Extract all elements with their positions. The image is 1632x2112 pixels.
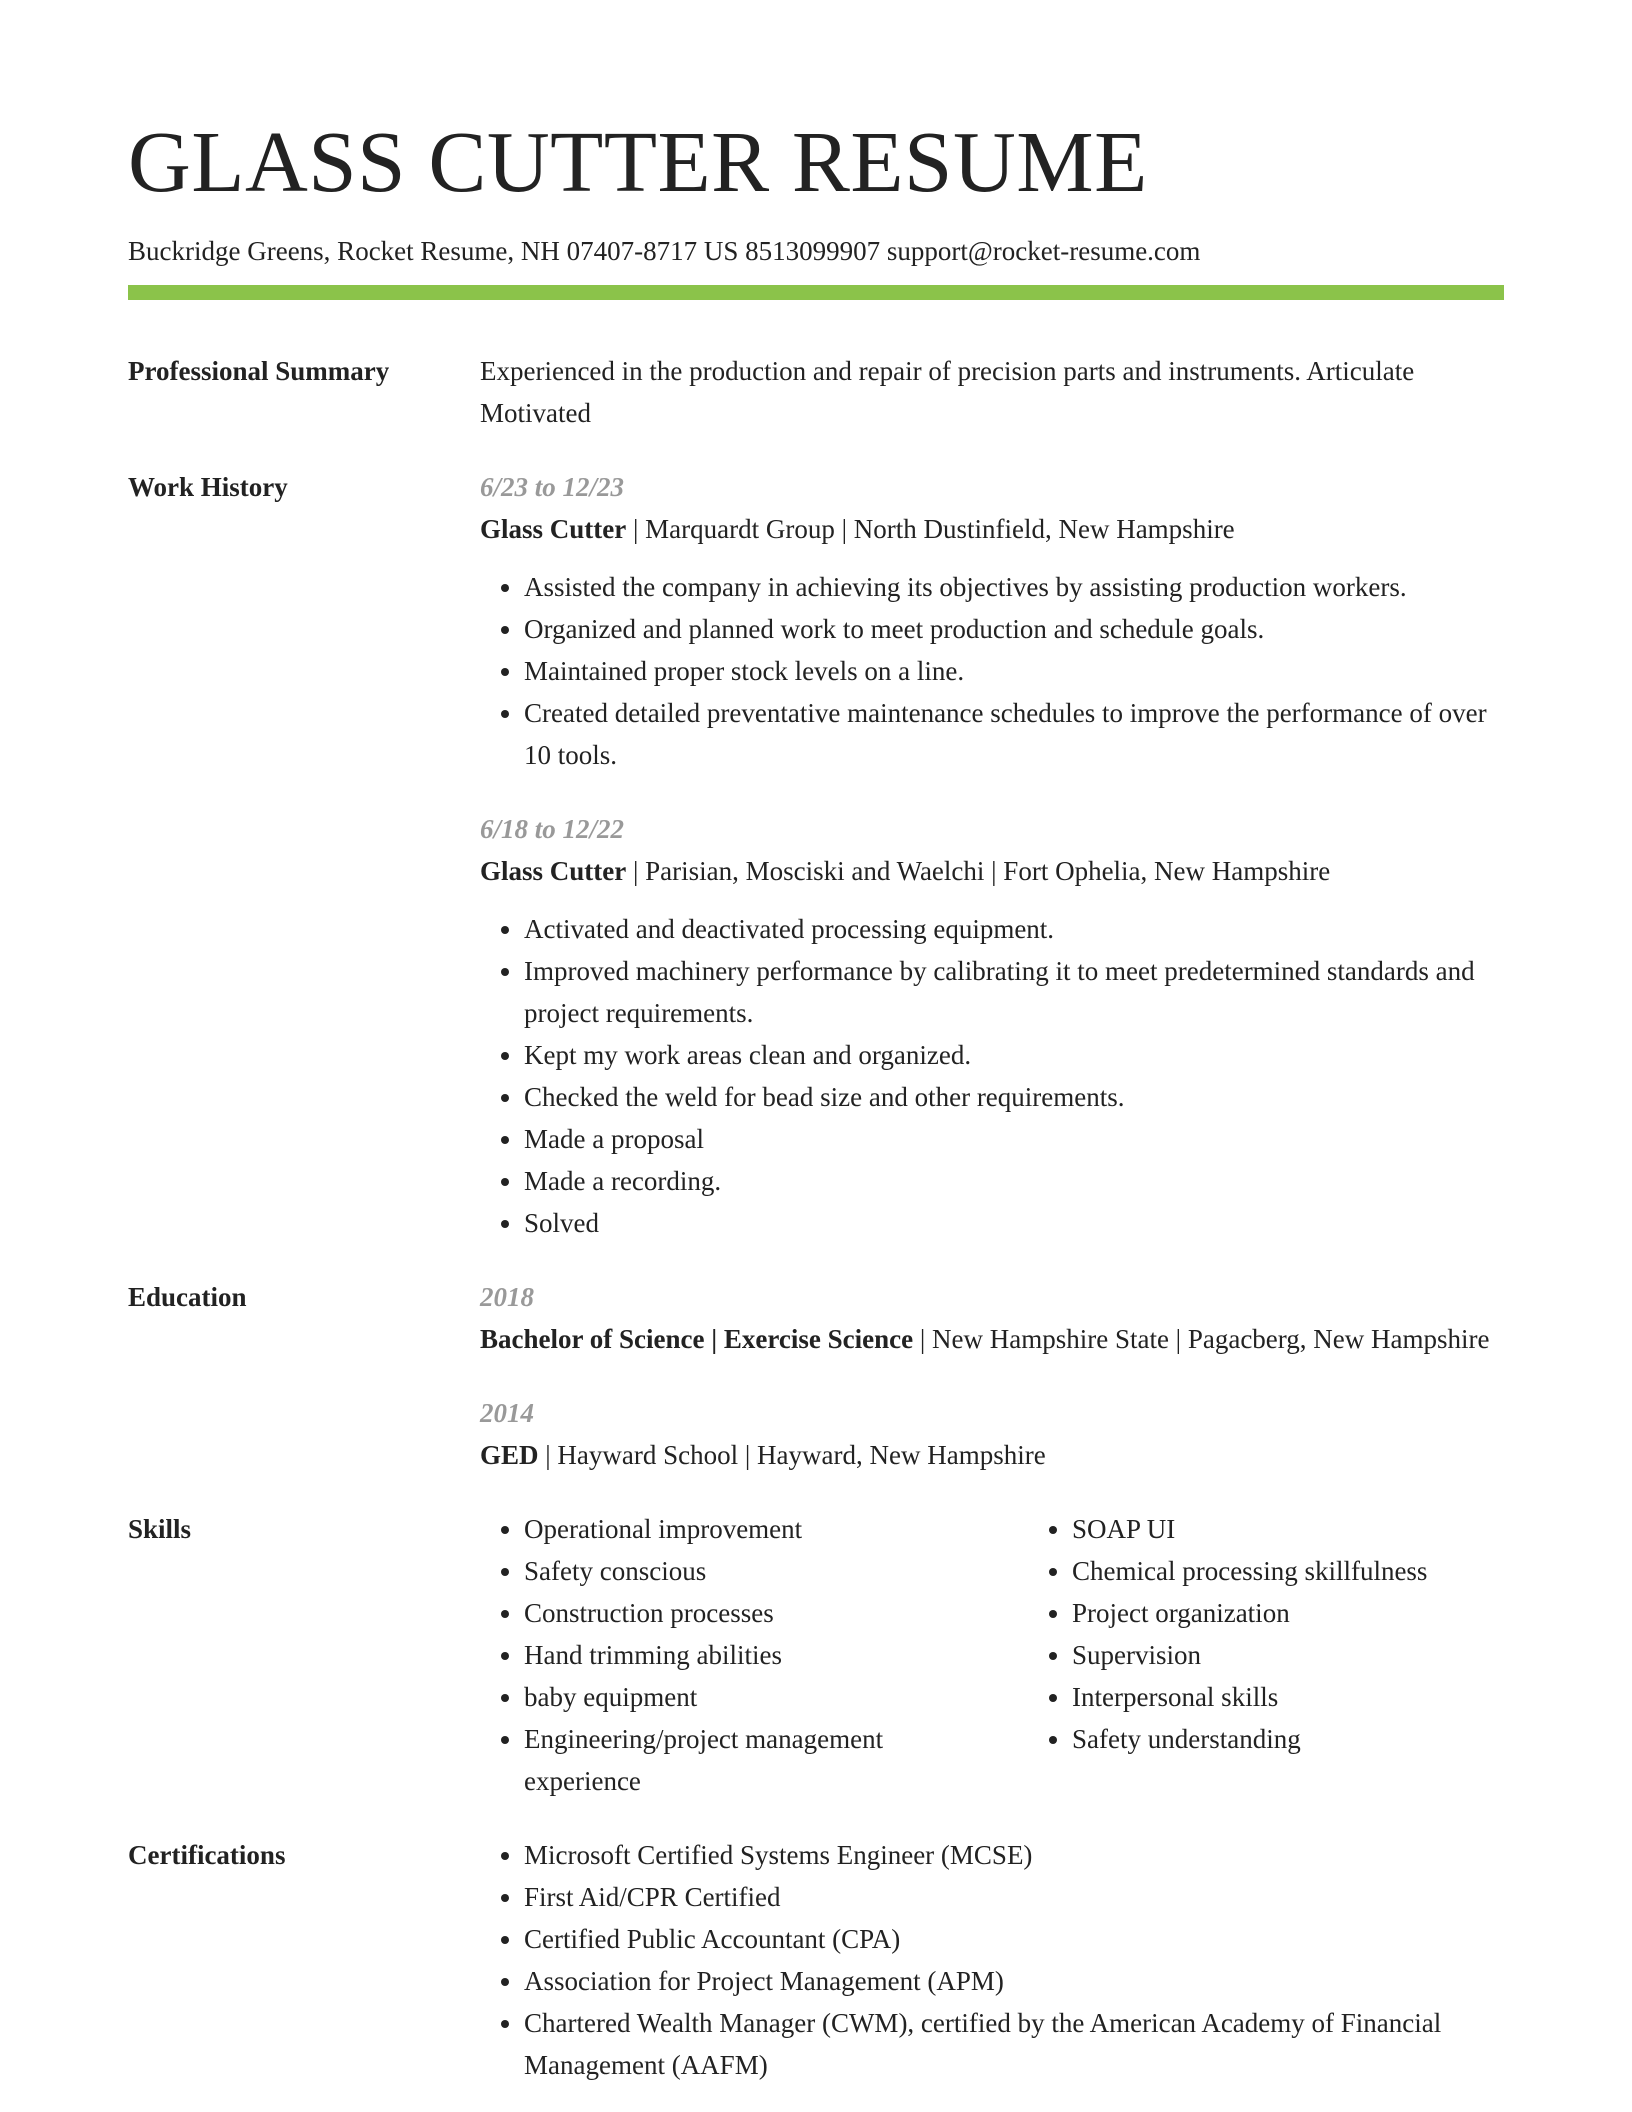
section-label-certifications: Certifications (128, 1840, 286, 1871)
skills-list-right (1028, 1508, 1572, 1802)
education-degree: GED (480, 1440, 539, 1471)
job-entry (480, 808, 1504, 1244)
job-bullet: • Made a proposal (524, 1118, 1504, 1160)
skill-item: • Safety understanding (1072, 1718, 1572, 1760)
section-label-education: Education (128, 1282, 247, 1313)
skill-item: • Operational improvement (524, 1508, 984, 1550)
job-bullets (480, 566, 1504, 776)
skill-item: • Project organization (1072, 1592, 1572, 1634)
job-bullet: • Kept my work areas clean and organized. (524, 1034, 1504, 1076)
certifications-list (480, 1834, 1504, 2086)
skill-item: • Interpersonal skills (1072, 1676, 1572, 1718)
skills-list-left (480, 1508, 984, 1802)
certifications-section (128, 1834, 1504, 2086)
education-section (128, 1276, 1504, 1476)
job-heading (480, 850, 1504, 892)
certifications-body (480, 1834, 1504, 2086)
job-dates: 6/23 to 12/23 (480, 472, 625, 503)
education-entry (480, 1392, 1504, 1476)
skills-body (480, 1508, 1572, 1802)
section-label-skills: Skills (128, 1514, 192, 1545)
certification-item: • Chartered Wealth Manager (CWM), certified by the American Academy of Financial Management (AAFM) (524, 2002, 1504, 2086)
skill-item: • Safety conscious (524, 1550, 984, 1592)
work-history-section (128, 466, 1504, 1244)
education-year: 2018 (480, 1282, 534, 1313)
section-label-summary: Professional Summary (128, 356, 390, 387)
skills-section (128, 1508, 1504, 1802)
job-bullet: • Maintained proper stock levels on a line. (524, 650, 1504, 692)
education-heading (480, 1318, 1504, 1360)
skill-item: • SOAP UI (1072, 1508, 1572, 1550)
certification-item: • First Aid/CPR Certified (524, 1876, 1504, 1918)
skill-item: • Engineering/project management experience (524, 1718, 984, 1802)
job-bullet: • Made a recording. (524, 1160, 1504, 1202)
job-heading (480, 508, 1504, 550)
job-bullet: • Activated and deactivated processing equipment. (524, 908, 1504, 950)
accent-divider (128, 285, 1504, 300)
job-bullet: • Created detailed preventative maintenance schedules to improve the performance of over 10 tools. (524, 692, 1504, 776)
education-year: 2014 (480, 1398, 534, 1429)
section-label-work: Work History (128, 472, 288, 503)
job-title: Glass Cutter (480, 514, 627, 545)
job-entry (480, 466, 1504, 776)
education-degree: Bachelor of Science | Exercise Science (480, 1324, 914, 1355)
skill-item: • Construction processes (524, 1592, 984, 1634)
skills-columns (480, 1508, 1572, 1802)
education-heading (480, 1434, 1504, 1476)
skill-item: • Chemical processing skillfulness (1072, 1550, 1572, 1592)
job-bullets (480, 908, 1504, 1244)
certification-item: • Association for Project Management (APM) (524, 1960, 1504, 2002)
job-bullet: • Assisted the company in achieving its objectives by assisting production workers. (524, 566, 1504, 608)
education-details: | Hayward School | Hayward, New Hampshire (538, 1440, 1046, 1471)
job-title: Glass Cutter (480, 856, 627, 887)
summary-section (128, 350, 1504, 434)
job-bullet: • Improved machinery performance by calibrating it to meet predetermined standards and project requirements. (524, 950, 1504, 1034)
resume-page (128, 0, 1504, 2086)
certification-item: • Certified Public Accountant (CPA) (524, 1918, 1504, 1960)
skill-item: • Supervision (1072, 1634, 1572, 1676)
certification-item: • Microsoft Certified Systems Engineer (MCSE) (524, 1834, 1504, 1876)
education-details: | New Hampshire State | Pagacberg, New Hampshire (913, 1324, 1490, 1355)
skill-item: • Hand trimming abilities (524, 1634, 984, 1676)
education-entry (480, 1276, 1504, 1360)
job-details: | Parisian, Mosciski and Waelchi | Fort Ophelia, New Hampshire (626, 856, 1331, 887)
skill-item: • baby equipment (524, 1676, 984, 1718)
summary-text: Experienced in the production and repair of precision parts and instruments. Articulate Motivated (480, 356, 1415, 429)
job-details: | Marquardt Group | North Dustinfield, New Hampshire (626, 514, 1235, 545)
job-bullet: • Checked the weld for bead size and other requirements. (524, 1076, 1504, 1118)
resume-title: GLASS CUTTER RESUME (128, 113, 1148, 210)
job-dates: 6/18 to 12/22 (480, 814, 625, 845)
contact-line: Buckridge Greens, Rocket Resume, NH 07407-8717 US 8513099907 support@rocket-resume.com (128, 236, 1201, 266)
job-bullet: • Organized and planned work to meet production and schedule goals. (524, 608, 1504, 650)
job-bullet: • Solved (524, 1202, 1504, 1244)
education-body (480, 1276, 1504, 1476)
work-history-body (480, 466, 1504, 1244)
